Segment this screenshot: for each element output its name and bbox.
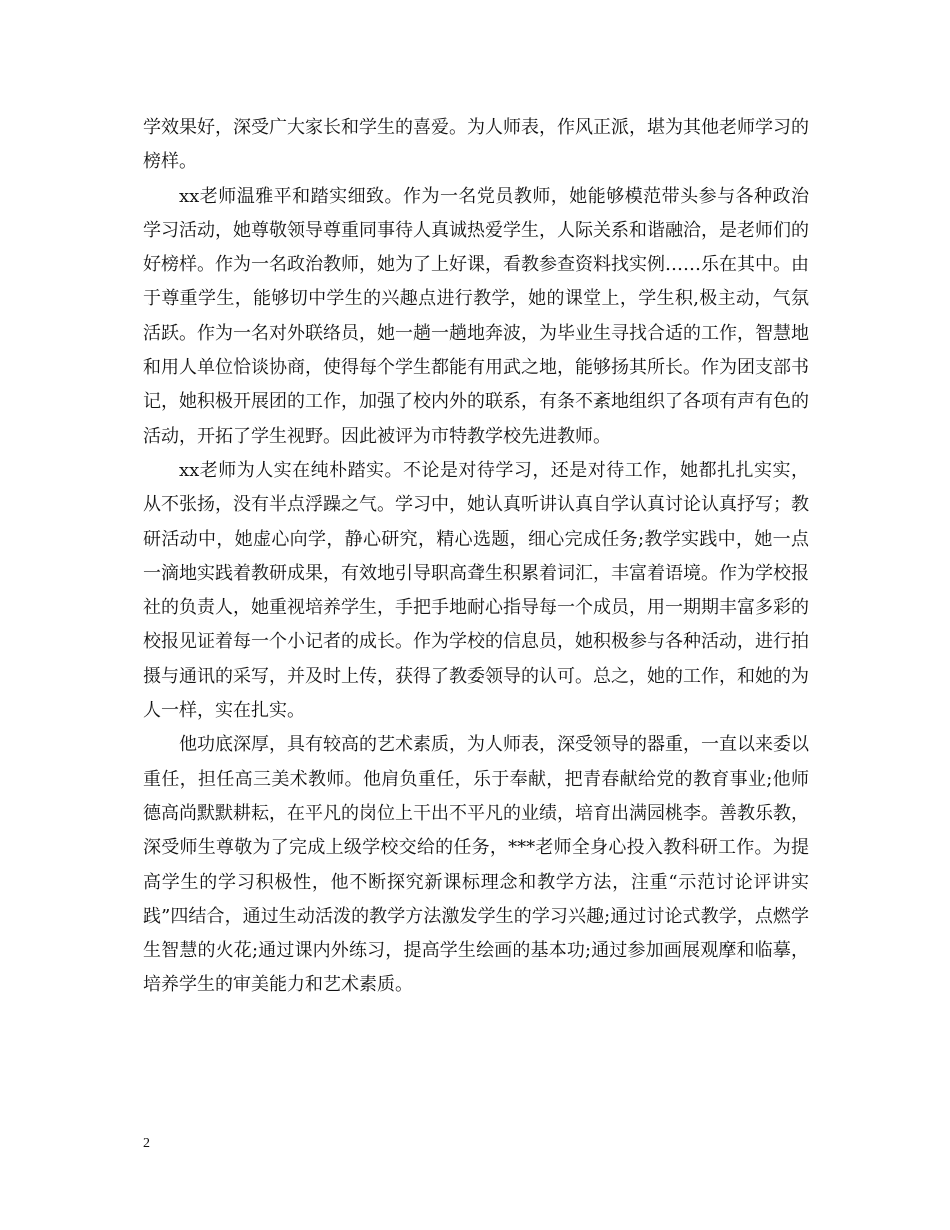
paragraph-2: xx老师温雅平和踏实细致。作为一名党员教师，她能够模范带头参与各种政治学习活动，她尊敬领导尊重同事待人真诚热爱学生，人际关系和谐融洽，是老师们的好榜样。作为一名政治教师，她为了上好课，看教参查资料找实例……乐在其中。由于尊重学生，能够切中学生的兴趣点进行教学，她的课堂上，学生积,极主动，气氛活跃。作为一名对外联络员，她一趟一趟地奔波，为毕业生寻找合适的工作，智慧地和用人单位恰谈协商，使得每个学生都能有用武之地，能够扬其所长。作为团支部书记，她积极开展团的工作，加强了校内外的联系，有条不紊地组织了各项有声有色的活动，开拓了学生视野。因此被评为市特教学校先进教师。 <box>143 185 809 447</box>
paragraph-3: xx老师为人实在纯朴踏实。不论是对待学习，还是对待工作，她都扎扎实实，从不张扬，没有半点浮躁之气。学习中，她认真听讲认真自学认真讨论认真抒写；教研活动中，她虚心向学，静心研究，精心选题，细心完成任务;教学实践中，她一点一滴地实践着教研成果，有效地引导职高聋生积累着词汇，丰富着语境。作为学校报社的负责人，她重视培养学生，手把手地耐心指导每一个成员，用一期期丰富多彩的校报见证着每一个小记者的成长。作为学校的信息员，她积极参与各种活动，进行拍摄与通讯的采写，并及时上传，获得了教委领导的认可。总之，她的工作，和她的为人一样，实在扎实。 <box>143 459 809 722</box>
document-body <box>143 111 809 1003</box>
page-number: 2 <box>143 1136 150 1151</box>
paragraph-4: 他功底深厚，具有较高的艺术素质，为人师表，深受领导的器重，一直以来委以重任，担任高三美术教师。他肩负重任，乐于奉献，把青春献给党的教育事业;他师德高尚默默耕耘，在平凡的岗位上干出不平凡的业绩，培育出满园桃李。善教乐教，深受师生尊敬为了完成上级学校交给的任务，***老师全身心投入教科研工作。为提高学生的学习积极性，他不断探究新课标理念和教学方法，注重“示范讨论评讲实践”四结合，通过生动活泼的教学方法激发学生的学习兴趣;通过讨论式教学，点燃学生智慧的火花;通过课内外练习，提高学生绘画的基本功;通过参加画展观摩和临摹，培养学生的审美能力和艺术素质。 <box>143 734 809 996</box>
paragraph-1: 学效果好，深受广大家长和学生的喜爱。为人师表，作风正派，堪为其他老师学习的榜样。 <box>143 117 809 173</box>
